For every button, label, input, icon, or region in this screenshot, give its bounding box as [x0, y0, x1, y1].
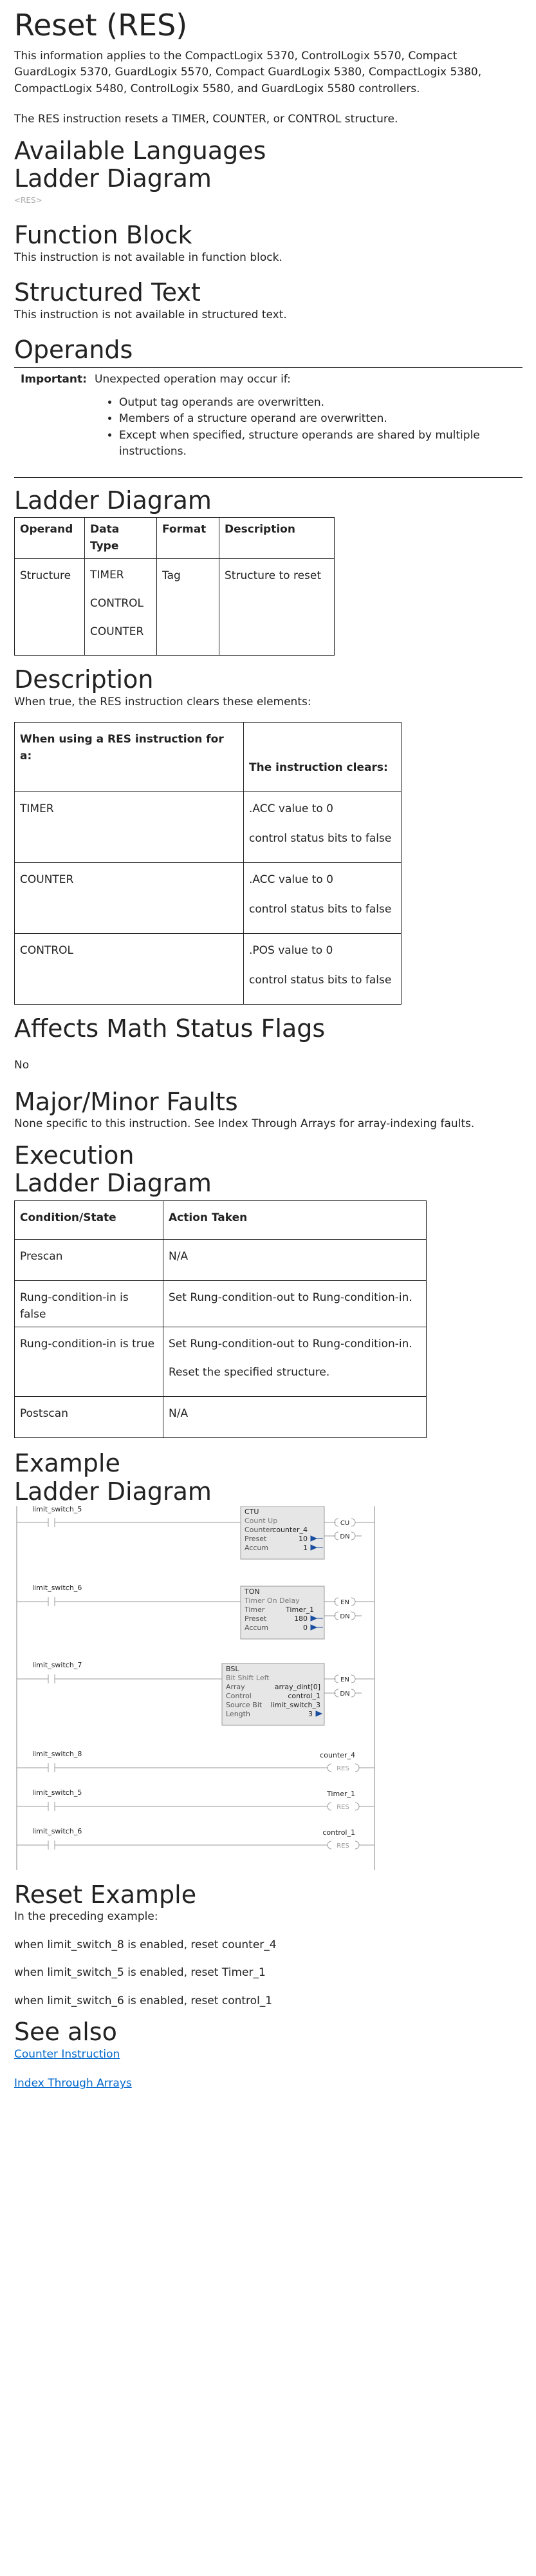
data-type: TIMER — [90, 569, 124, 582]
important-label: Important: — [21, 373, 87, 386]
contact-symbol — [48, 1597, 55, 1606]
contact-tag: limit_switch_7 — [32, 1660, 82, 1669]
res-ladder-symbol: <RES> — [14, 195, 42, 205]
block-desc: Timer On Delay — [245, 1596, 300, 1605]
contact-symbol — [48, 1802, 55, 1811]
structured-text-text: This instruction is not available in structured text. — [14, 308, 287, 321]
contact-symbol — [48, 1674, 55, 1683]
param-value: 1 — [303, 1543, 308, 1552]
data-type: COUNTER — [90, 625, 144, 639]
execution-heading: Execution — [14, 1141, 134, 1170]
ctu-block — [241, 1506, 324, 1559]
structured-text-heading: Structured Text — [14, 278, 201, 307]
table-row — [15, 1240, 427, 1281]
table-header-row — [15, 1201, 427, 1240]
table-cell: Rung-condition-in is false — [15, 1281, 163, 1327]
output-label: EN — [340, 1598, 349, 1606]
param-label: Accum — [245, 1543, 269, 1552]
param-label: Array — [226, 1682, 245, 1691]
table-row — [15, 863, 402, 934]
page-title: Reset (RES) — [14, 8, 188, 43]
example-heading: Example — [14, 1449, 120, 1478]
res-coil-label: RES — [337, 1842, 349, 1850]
param-value: 180 — [294, 1614, 308, 1623]
block-desc: Count Up — [245, 1516, 278, 1525]
table-header: The instruction clears: — [244, 723, 402, 792]
rung — [17, 1506, 374, 1559]
param-label: Counter — [245, 1525, 273, 1534]
table-row — [15, 792, 402, 863]
action-line: Set Rung-condition-out to Rung-condition-in. — [169, 1338, 412, 1351]
param-label: Accum — [245, 1623, 269, 1632]
see-also-heading: See also — [14, 2018, 117, 2047]
description-heading: Description — [14, 665, 154, 694]
reset-example-line: when limit_switch_8 is enabled, reset counter_4 — [14, 1938, 277, 1951]
res-coil-label: RES — [337, 1803, 349, 1811]
param-value: 3 — [308, 1709, 313, 1718]
contact-tag: limit_switch_5 — [32, 1788, 82, 1797]
document-page — [14, 0, 522, 2092]
output-label: DN — [340, 1613, 350, 1620]
reset-example-line: when limit_switch_5 is enabled, reset Timer_1 — [14, 1966, 266, 1980]
table-cell: N/A — [163, 1240, 427, 1281]
function-block-text: This instruction is not available in function block. — [14, 251, 282, 264]
important-text: Unexpected operation may occur if: — [95, 373, 291, 386]
ladder-diagram-heading: Ladder Diagram — [14, 164, 212, 193]
available-languages-heading: Available Languages — [14, 136, 266, 165]
block-desc: Bit Shift Left — [226, 1673, 270, 1682]
action-line: Reset the specified structure. — [169, 1365, 330, 1379]
function-block-heading: Function Block — [14, 220, 192, 249]
block-name: BSL — [226, 1664, 239, 1673]
output-label: CU — [340, 1519, 350, 1527]
param-label: Preset — [245, 1614, 267, 1623]
param-label: Control — [226, 1691, 252, 1700]
table-cell — [244, 792, 402, 863]
math-flags-heading: Affects Math Status Flags — [14, 1014, 326, 1043]
cleared-item: .ACC value to 0 — [249, 873, 334, 887]
param-value: array_dint[0] — [274, 1682, 320, 1691]
res-tag: Timer_1 — [327, 1789, 355, 1798]
cleared-item: control status bits to false — [249, 973, 392, 987]
table-cell: N/A — [163, 1397, 427, 1438]
param-value: Timer_1 — [286, 1605, 314, 1614]
table-header: Format — [157, 518, 219, 559]
intro-text: This information applies to the CompactLogix 5370, ControlLogix 5570, Compact GuardLogix 5370, GuardLogix 5570, Compact GuardLogix 5380, CompactLogix 5380, CompactLogix 5480, ControlLogix 5580, and GuardLogix 5580 controllers. — [14, 49, 482, 95]
param-label: Timer — [245, 1605, 265, 1614]
table-cell: CONTROL — [15, 934, 244, 1005]
rung — [17, 1750, 374, 1772]
important-bullet: • Output tag operands are overwritten. — [119, 395, 522, 412]
param-value: control_1 — [288, 1691, 320, 1700]
reset-example-heading: Reset Example — [14, 1880, 197, 1909]
table-row — [15, 1397, 427, 1438]
block-name: TON — [245, 1587, 260, 1596]
link-counter-instruction[interactable]: Counter Instruction — [14, 2047, 120, 2061]
param-value: 10 — [299, 1534, 308, 1543]
rung — [17, 1827, 374, 1850]
bsl-block — [222, 1663, 324, 1725]
description-table — [14, 722, 402, 1005]
table-cell: Structure to reset — [219, 559, 335, 656]
important-bullet: • Members of a structure operand are overwritten. — [119, 411, 522, 428]
ladder-diagram — [14, 1506, 387, 1873]
param-label: Source Bit — [226, 1700, 263, 1709]
faults-text: None specific to this instruction. See Index Through Arrays for array-indexing faults. — [14, 1117, 475, 1131]
table-header: When using a RES instruction for a: — [15, 723, 244, 792]
param-value: limit_switch_3 — [270, 1700, 320, 1709]
table-cell: Structure — [15, 559, 85, 656]
table-header: Condition/State — [15, 1201, 163, 1240]
table-row — [15, 934, 402, 1005]
contact-tag: limit_switch_6 — [32, 1583, 82, 1592]
param-value: counter_4 — [272, 1525, 308, 1534]
summary-text: The RES instruction resets a TIMER, COUNTER, or CONTROL structure. — [14, 113, 398, 126]
execution-table — [14, 1200, 427, 1438]
contact-symbol — [48, 1518, 55, 1527]
link-index-through-arrays[interactable]: Index Through Arrays — [14, 2077, 132, 2090]
table-cell: Postscan — [15, 1397, 163, 1438]
param-label: Length — [226, 1709, 250, 1718]
cleared-item: control status bits to false — [249, 831, 392, 845]
table-header: Action Taken — [163, 1201, 427, 1240]
rung — [17, 1788, 374, 1811]
param-label: Preset — [245, 1534, 267, 1543]
cleared-item: .ACC value to 0 — [249, 802, 334, 816]
table-header: Operand — [15, 518, 85, 559]
res-tag: control_1 — [322, 1828, 355, 1837]
execution-ladder-heading: Ladder Diagram — [14, 1169, 212, 1198]
table-cell: Prescan — [15, 1240, 163, 1281]
table-cell: COUNTER — [15, 863, 244, 934]
table-cell: Set Rung-condition-out to Rung-condition-in. — [163, 1281, 427, 1327]
operands-heading: Operands — [14, 336, 133, 365]
table-cell: Tag — [157, 559, 219, 656]
reset-example-intro: In the preceding example: — [14, 1910, 158, 1924]
table-header-row — [15, 518, 335, 559]
output-label: EN — [340, 1676, 349, 1683]
table-row — [15, 1281, 427, 1327]
table-row — [15, 1327, 427, 1397]
table-header: Data Type — [85, 518, 157, 559]
contact-tag: limit_switch_8 — [32, 1749, 82, 1758]
contact-tag: limit_switch_6 — [32, 1826, 82, 1835]
table-cell — [244, 934, 402, 1005]
cleared-item: control status bits to false — [249, 902, 392, 916]
faults-heading: Major/Minor Faults — [14, 1087, 238, 1116]
reset-example-line: when limit_switch_6 is enabled, reset control_1 — [14, 1994, 273, 2007]
table-cell — [244, 863, 402, 934]
rung — [17, 1661, 374, 1725]
table-cell: TIMER — [15, 792, 244, 863]
res-tag: counter_4 — [320, 1750, 355, 1759]
ton-block — [241, 1586, 324, 1639]
description-text: When true, the RES instruction clears these elements: — [14, 695, 311, 708]
output-label: DN — [340, 1533, 350, 1540]
contact-tag: limit_switch_5 — [32, 1506, 82, 1513]
data-type: CONTROL — [90, 597, 144, 611]
cleared-item: .POS value to 0 — [249, 944, 333, 958]
table-header: Description — [219, 518, 335, 559]
important-notice — [14, 367, 522, 478]
operands-ladder-heading: Ladder Diagram — [14, 486, 212, 515]
rung — [17, 1584, 374, 1639]
param-value: 0 — [303, 1623, 308, 1632]
table-cell — [163, 1327, 427, 1397]
important-bullet: • Except when specified, structure operands are shared by multiple instructions. — [119, 428, 522, 460]
contact-symbol — [48, 1763, 55, 1772]
example-ladder-heading: Ladder Diagram — [14, 1477, 212, 1506]
contact-symbol — [48, 1841, 55, 1850]
output-label: DN — [340, 1690, 350, 1698]
res-coil-label: RES — [337, 1765, 349, 1772]
operands-table — [14, 517, 335, 656]
table-header-row — [15, 723, 402, 792]
table-row — [15, 559, 335, 656]
table-cell — [85, 559, 157, 656]
block-name: CTU — [245, 1507, 259, 1516]
math-flags-value: No — [14, 1059, 30, 1072]
table-cell: Rung-condition-in is true — [15, 1327, 163, 1397]
